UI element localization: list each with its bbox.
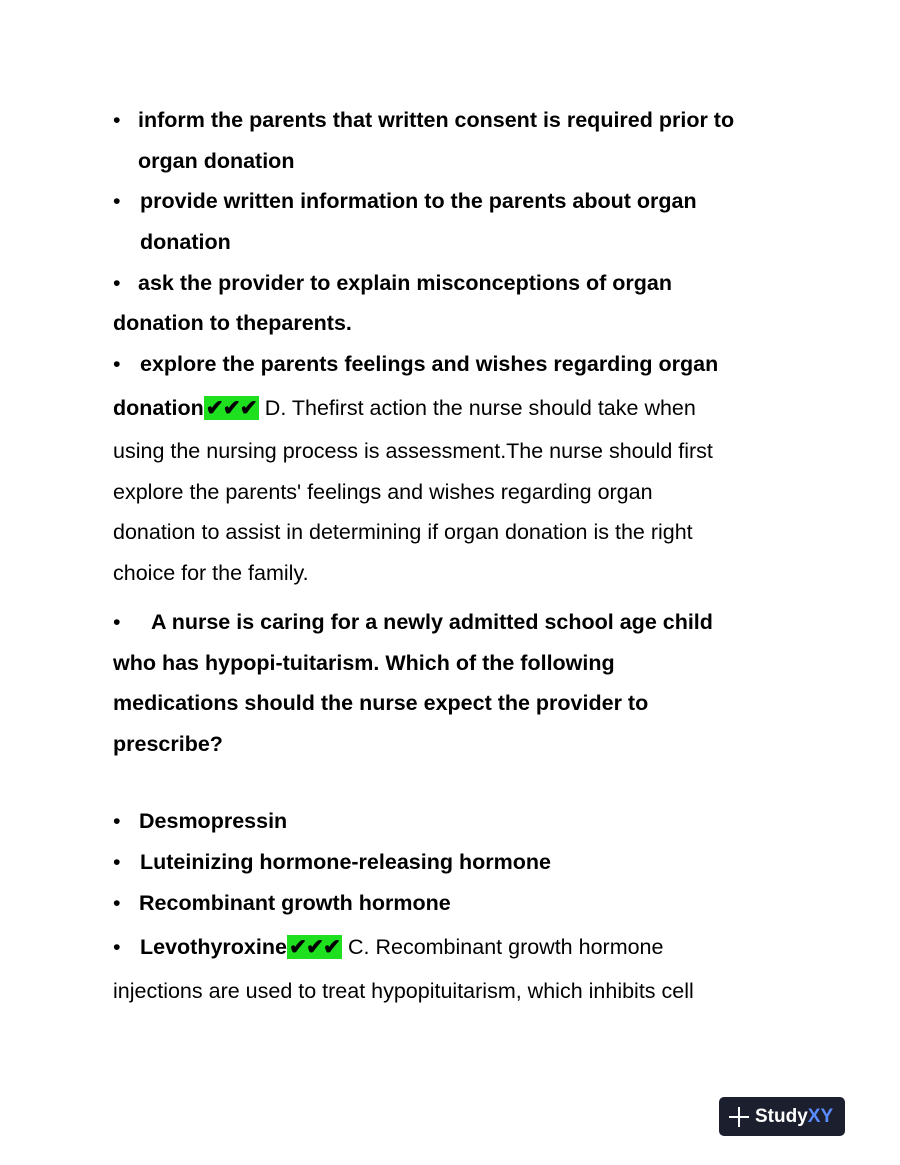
rationale-text: C. Recombinant growth hormone <box>347 935 664 959</box>
rationale-text: using the nursing process is assessment.The nurse should first <box>113 439 713 463</box>
bullet: • <box>113 809 121 833</box>
plus-icon <box>729 1107 749 1127</box>
bullet: • <box>113 189 121 213</box>
option-text: ask the provider to explain misconceptions of organ <box>138 271 673 295</box>
rationale-text: explore the parents' feelings and wishes regarding organ <box>113 480 653 504</box>
option-text: donation <box>113 396 204 420</box>
option-text: Luteinizing hormone-releasing hormone <box>140 850 551 874</box>
rationale-text: injections are used to treat hypopituitarism, which inhibits cell <box>113 979 694 1003</box>
option-text: provide written information to the parents about organ <box>140 189 697 213</box>
answer-line <box>113 398 696 420</box>
option-text: donation <box>140 230 231 254</box>
option-text: Recombinant growth hormone <box>139 891 451 915</box>
rationale-text: D. Thefirst action the nurse should take when <box>264 396 696 420</box>
option-text: inform the parents that written consent is required prior to <box>138 108 735 132</box>
rationale-text: choice for the family. <box>113 561 309 585</box>
bullet: • <box>113 271 121 295</box>
bullet: • <box>113 352 121 376</box>
bullet: • <box>113 935 121 959</box>
check-icon: ✔✔✔ <box>288 935 340 959</box>
question-text: prescribe? <box>113 732 223 756</box>
option-text: organ donation <box>138 149 295 173</box>
rationale-text: donation to assist in determining if organ donation is the right <box>113 520 693 544</box>
bullet: • <box>113 108 121 132</box>
option-text: explore the parents feelings and wishes regarding organ <box>140 352 719 376</box>
answer-line <box>140 937 663 959</box>
question-text: who has hypopi-tuitarism. Which of the following <box>113 651 615 675</box>
option-text: donation to theparents. <box>113 311 352 335</box>
question-text: medications should the nurse expect the provider to <box>113 691 649 715</box>
check-icon: ✔✔✔ <box>205 396 257 420</box>
option-text: Desmopressin <box>139 809 288 833</box>
bullet: • <box>113 850 121 874</box>
question-text: A nurse is caring for a newly admitted school age child <box>151 610 713 634</box>
bullet: • <box>113 610 121 634</box>
logo-text-study: Study <box>755 1105 808 1127</box>
bullet: • <box>113 891 121 915</box>
option-text: Levothyroxine <box>140 935 287 959</box>
studyxy-logo[interactable] <box>719 1097 845 1136</box>
logo-text-xy: XY <box>807 1105 834 1127</box>
